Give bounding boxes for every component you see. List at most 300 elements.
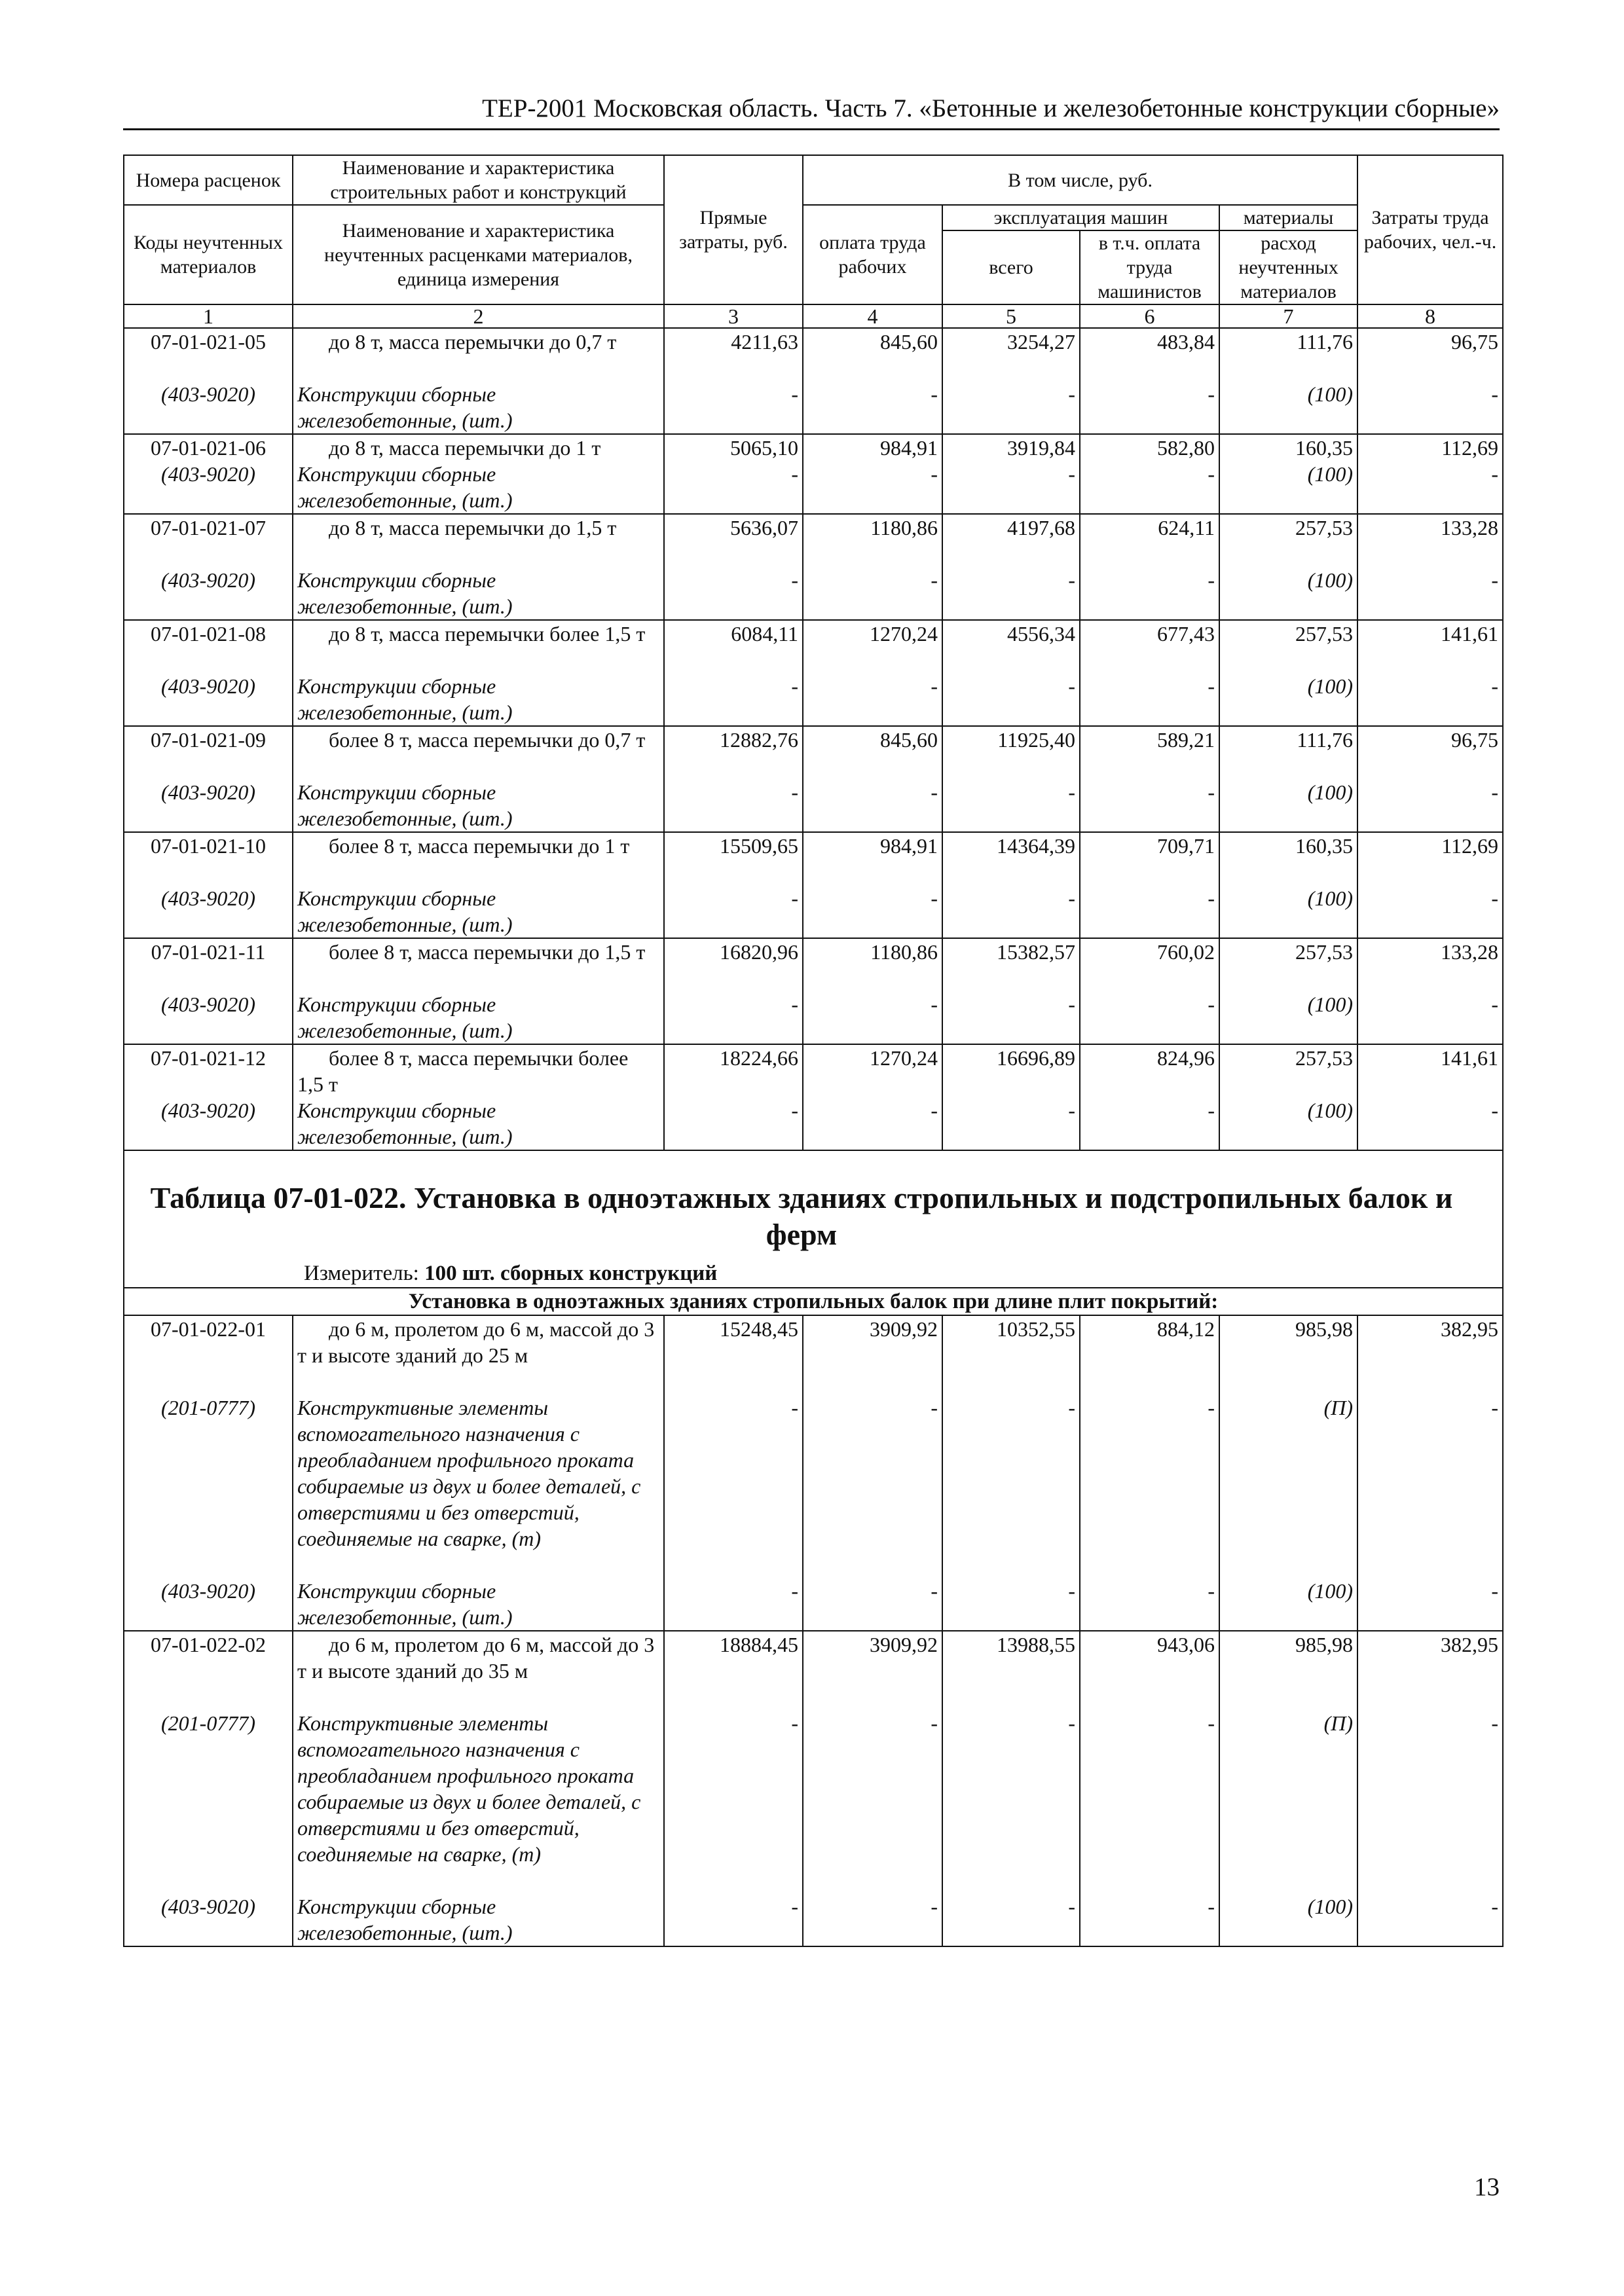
- material-value: -: [1208, 382, 1215, 406]
- rate-value: 3254,27: [1007, 330, 1075, 354]
- material-value: (100): [1307, 462, 1354, 486]
- value-cell: [942, 620, 1080, 726]
- rate-value: 985,98: [1295, 1633, 1354, 1656]
- material-name: Конструкции сборные железобетонные, (шт.): [297, 1099, 513, 1148]
- material-value: (100): [1307, 1895, 1354, 1918]
- value-cell: [1219, 434, 1357, 514]
- material-code: (403-9020): [161, 382, 255, 406]
- col-labor-costs: Затраты труда рабочих, чел.-ч.: [1357, 155, 1503, 304]
- rate-value: 96,75: [1451, 728, 1499, 752]
- material-value: -: [1208, 1579, 1215, 1603]
- rate-value: 483,84: [1157, 330, 1215, 354]
- material-value: -: [791, 1579, 798, 1603]
- value-cell: [803, 832, 942, 938]
- rate-value: 112,69: [1441, 834, 1499, 858]
- material-value: (100): [1307, 993, 1354, 1016]
- col-number: 1: [124, 304, 293, 328]
- material-value: -: [1491, 462, 1499, 486]
- work-name: до 8 т, масса перемычки до 1,5 т: [329, 516, 617, 539]
- value-cell: [664, 620, 803, 726]
- rate-value: 111,76: [1297, 728, 1354, 752]
- rates-table: [123, 155, 1504, 1947]
- value-cell: [1219, 1631, 1357, 1946]
- material-value: -: [931, 1099, 938, 1122]
- rate-name-cell: [293, 1315, 664, 1631]
- col-materials: материалы: [1219, 205, 1357, 230]
- value-cell: [1080, 434, 1219, 514]
- value-cell: [1080, 620, 1219, 726]
- col-including: В том числе, руб.: [803, 155, 1357, 205]
- value-cell: [942, 1044, 1080, 1150]
- rate-code: 07-01-021-05: [151, 330, 266, 354]
- value-cell: [1080, 938, 1219, 1044]
- rate-value: 1180,86: [870, 940, 938, 964]
- rate-row: [124, 434, 1503, 514]
- rate-value: 11925,40: [997, 728, 1075, 752]
- rate-value: 257,53: [1295, 516, 1354, 539]
- rate-name-cell: [293, 514, 664, 620]
- material-value: -: [791, 462, 798, 486]
- value-cell: [664, 726, 803, 832]
- material-value: -: [1208, 674, 1215, 698]
- material-code: (201-0777): [161, 1396, 255, 1419]
- material-code: (403-9020): [161, 1099, 255, 1122]
- rate-value: 257,53: [1295, 622, 1354, 646]
- work-name: более 8 т, масса перемычки до 1 т: [329, 834, 630, 858]
- rate-code-cell: [124, 1044, 293, 1150]
- col-number: 4: [803, 304, 942, 328]
- value-cell: [1357, 620, 1503, 726]
- value-cell: [1080, 1315, 1219, 1631]
- rate-row: [124, 328, 1503, 434]
- value-cell: [803, 726, 942, 832]
- rate-code-cell: [124, 620, 293, 726]
- rate-value: 845,60: [880, 728, 938, 752]
- material-value: -: [1208, 993, 1215, 1016]
- rate-value: 4211,63: [731, 330, 798, 354]
- rate-code: 07-01-021-07: [151, 516, 266, 539]
- rate-value: 4197,68: [1007, 516, 1075, 539]
- material-value: -: [1208, 1099, 1215, 1122]
- rate-row: [124, 1631, 1503, 1946]
- material-value: -: [931, 568, 938, 592]
- material-name: Конструкции сборные железобетонные, (шт.): [297, 462, 513, 512]
- material-value: -: [1208, 568, 1215, 592]
- rate-value: 1180,86: [870, 516, 938, 539]
- material-value: -: [791, 886, 798, 910]
- value-cell: [942, 1315, 1080, 1631]
- value-cell: [803, 938, 942, 1044]
- rate-name-cell: [293, 726, 664, 832]
- value-cell: [1357, 1044, 1503, 1150]
- work-name: более 8 т, масса перемычки до 0,7 т: [329, 728, 646, 752]
- material-code: (201-0777): [161, 1711, 255, 1735]
- rate-value: 15248,45: [720, 1317, 798, 1341]
- value-cell: [664, 328, 803, 434]
- col-wage: оплата труда рабочих: [803, 205, 942, 304]
- rate-value: 5065,10: [730, 436, 798, 460]
- rate-row: [124, 938, 1503, 1044]
- value-cell: [803, 1315, 942, 1631]
- material-value: -: [931, 462, 938, 486]
- material-value: -: [1491, 674, 1499, 698]
- rate-value: 984,91: [880, 436, 938, 460]
- value-cell: [942, 832, 1080, 938]
- rate-value: 18884,45: [720, 1633, 798, 1656]
- section-subheading: Установка в одноэтажных зданиях стропильных балок при длине плит покрытий:: [124, 1288, 1503, 1315]
- value-cell: [1219, 328, 1357, 434]
- work-name: более 8 т, масса перемычки до 1,5 т: [329, 940, 646, 964]
- material-value: -: [931, 674, 938, 698]
- rate-row: [124, 726, 1503, 832]
- rate-value: 845,60: [880, 330, 938, 354]
- col-work-name: Наименование и характеристика строительных работ и конструкций: [293, 155, 664, 205]
- material-value: -: [1068, 1579, 1075, 1603]
- rate-code-cell: [124, 1631, 293, 1946]
- rate-value: 12882,76: [720, 728, 798, 752]
- material-value: (П): [1323, 1396, 1354, 1419]
- rate-value: 111,76: [1297, 330, 1354, 354]
- value-cell: [1357, 1315, 1503, 1631]
- header-row-2: [124, 205, 1503, 230]
- value-cell: [1357, 832, 1503, 938]
- material-name: Конструкции сборные железобетонные, (шт.): [297, 886, 513, 936]
- col-machines: эксплуатация машин: [942, 205, 1219, 230]
- rate-value: 133,28: [1441, 516, 1499, 539]
- rate-value: 160,35: [1295, 834, 1354, 858]
- rate-value: 943,06: [1157, 1633, 1215, 1656]
- value-cell: [942, 726, 1080, 832]
- rate-value: 16696,89: [997, 1046, 1075, 1070]
- value-cell: [1357, 1631, 1503, 1946]
- value-cell: [664, 832, 803, 938]
- value-cell: [1219, 620, 1357, 726]
- rate-code-cell: [124, 938, 293, 1044]
- material-value: -: [1491, 1711, 1499, 1735]
- col-number: 7: [1219, 304, 1357, 328]
- material-value: -: [931, 1579, 938, 1603]
- value-cell: [1219, 514, 1357, 620]
- material-value: -: [931, 1396, 938, 1419]
- material-value: (100): [1307, 1579, 1354, 1603]
- unit-label: Измеритель:: [304, 1262, 419, 1285]
- material-value: -: [1068, 993, 1075, 1016]
- rate-value: 160,35: [1295, 436, 1354, 460]
- page-number: 13: [1474, 2173, 1500, 2201]
- value-cell: [942, 514, 1080, 620]
- material-value: (100): [1307, 780, 1354, 804]
- rate-value: 18224,66: [720, 1046, 798, 1070]
- rate-code-cell: [124, 434, 293, 514]
- material-value: -: [1491, 1579, 1499, 1603]
- value-cell: [1219, 1044, 1357, 1150]
- col-number: 2: [293, 304, 664, 328]
- col-number: 5: [942, 304, 1080, 328]
- work-name: более 8 т, масса перемычки более 1,5 т: [297, 1046, 629, 1096]
- value-cell: [803, 434, 942, 514]
- material-value: -: [791, 568, 798, 592]
- rate-value: 709,71: [1157, 834, 1215, 858]
- material-value: -: [1491, 1895, 1499, 1918]
- value-cell: [942, 938, 1080, 1044]
- header-row-1: [124, 155, 1503, 205]
- material-value: -: [1068, 382, 1075, 406]
- material-value: -: [931, 1711, 938, 1735]
- rate-code-cell: [124, 514, 293, 620]
- col-material-codes: Коды неучтенных материалов: [124, 205, 293, 304]
- rate-value: 14364,39: [997, 834, 1075, 858]
- rate-code-cell: [124, 328, 293, 434]
- col-machines-total: всего: [942, 230, 1080, 304]
- value-cell: [803, 328, 942, 434]
- rate-value: 133,28: [1441, 940, 1499, 964]
- material-value: -: [791, 1396, 798, 1419]
- material-value: -: [1208, 462, 1215, 486]
- value-cell: [1357, 726, 1503, 832]
- rate-value: 884,12: [1157, 1317, 1215, 1341]
- rate-row: [124, 832, 1503, 938]
- value-cell: [1080, 832, 1219, 938]
- rate-name-cell: [293, 938, 664, 1044]
- rate-value: 382,95: [1441, 1317, 1499, 1341]
- material-value: -: [1068, 1396, 1075, 1419]
- material-value: (100): [1307, 382, 1354, 406]
- rate-value: 624,11: [1158, 516, 1215, 539]
- value-cell: [942, 328, 1080, 434]
- rate-code: 07-01-021-08: [151, 622, 266, 646]
- value-cell: [664, 1315, 803, 1631]
- material-value: -: [1068, 462, 1075, 486]
- material-code: (403-9020): [161, 674, 255, 698]
- value-cell: [1219, 726, 1357, 832]
- material-value: -: [1068, 780, 1075, 804]
- value-cell: [664, 434, 803, 514]
- work-name: до 8 т, масса перемычки до 0,7 т: [329, 330, 617, 354]
- rate-code: 07-01-021-09: [151, 728, 266, 752]
- material-name: Конструкции сборные железобетонные, (шт.): [297, 568, 513, 618]
- value-cell: [803, 1631, 942, 1946]
- value-cell: [664, 1044, 803, 1150]
- table-title-cell: [124, 1150, 1503, 1288]
- col-number: 3: [664, 304, 803, 328]
- rate-value: 112,69: [1441, 436, 1499, 460]
- table-title-row: [124, 1150, 1503, 1288]
- material-value: -: [791, 780, 798, 804]
- value-cell: [664, 514, 803, 620]
- material-name: Конструкции сборные железобетонные, (шт.): [297, 1579, 513, 1629]
- material-value: -: [1491, 382, 1499, 406]
- material-value: -: [1068, 1711, 1075, 1735]
- material-value: -: [931, 780, 938, 804]
- rate-value: 10352,55: [997, 1317, 1075, 1341]
- rate-code: 07-01-021-12: [151, 1046, 266, 1070]
- material-value: -: [931, 993, 938, 1016]
- rate-value: 1270,24: [870, 1046, 938, 1070]
- material-value: (100): [1307, 886, 1354, 910]
- rate-name-cell: [293, 1631, 664, 1946]
- material-value: -: [791, 1711, 798, 1735]
- rate-row: [124, 1044, 1503, 1150]
- work-name: до 8 т, масса перемычки до 1 т: [329, 436, 601, 460]
- rate-name-cell: [293, 328, 664, 434]
- material-value: -: [1068, 1099, 1075, 1122]
- material-value: -: [791, 993, 798, 1016]
- material-value: -: [791, 674, 798, 698]
- rate-value: 141,61: [1441, 622, 1499, 646]
- material-value: -: [931, 1895, 938, 1918]
- material-code: (403-9020): [161, 1579, 255, 1603]
- value-cell: [664, 938, 803, 1044]
- rate-value: 15509,65: [720, 834, 798, 858]
- value-cell: [1357, 328, 1503, 434]
- material-code: (403-9020): [161, 568, 255, 592]
- rate-value: 257,53: [1295, 940, 1354, 964]
- material-code: (403-9020): [161, 462, 255, 486]
- value-cell: [1080, 514, 1219, 620]
- material-code: (403-9020): [161, 1895, 255, 1918]
- column-numbers-row: [124, 304, 1503, 328]
- material-value: -: [931, 382, 938, 406]
- rate-code-cell: [124, 832, 293, 938]
- material-value: -: [1491, 886, 1499, 910]
- rate-value: 15382,57: [997, 940, 1075, 964]
- col-number: 6: [1080, 304, 1219, 328]
- rate-value: 985,98: [1295, 1317, 1354, 1341]
- rate-row: [124, 620, 1503, 726]
- rate-value: 589,21: [1157, 728, 1215, 752]
- table-title: Таблица 07-01-022. Установка в одноэтажных зданиях стропильных и подстропильных балок и ферм: [150, 1181, 1453, 1251]
- rate-name-cell: [293, 434, 664, 514]
- value-cell: [803, 1044, 942, 1150]
- material-name: Конструктивные элементы вспомогательного назначения с преобладанием профильного проката собираемые из двух и более деталей, с отверстиями и без отверстий, соединяемые на сварке, (т): [297, 1711, 641, 1866]
- material-name: Конструкции сборные железобетонные, (шт.): [297, 1895, 513, 1944]
- value-cell: [803, 514, 942, 620]
- material-value: (100): [1307, 674, 1354, 698]
- material-value: -: [1491, 993, 1499, 1016]
- value-cell: [1357, 434, 1503, 514]
- rate-value: 3919,84: [1007, 436, 1075, 460]
- value-cell: [942, 1631, 1080, 1946]
- value-cell: [664, 1631, 803, 1946]
- col-direct-costs: Прямые затраты, руб.: [664, 155, 803, 304]
- rate-value: 16820,96: [720, 940, 798, 964]
- rate-value: 677,43: [1157, 622, 1215, 646]
- unit-line: [140, 1260, 1502, 1287]
- rate-code: 07-01-021-11: [151, 940, 266, 964]
- material-value: -: [1068, 1895, 1075, 1918]
- rate-value: 257,53: [1295, 1046, 1354, 1070]
- rate-value: 824,96: [1157, 1046, 1215, 1070]
- rate-value: 141,61: [1441, 1046, 1499, 1070]
- rate-name-cell: [293, 1044, 664, 1150]
- col-rate-numbers: Номера расценок: [124, 155, 293, 205]
- rate-code: 07-01-021-06: [151, 436, 266, 460]
- material-code: (403-9020): [161, 780, 255, 804]
- value-cell: [1219, 938, 1357, 1044]
- material-value: -: [1491, 1396, 1499, 1419]
- material-name: Конструкции сборные железобетонные, (шт.): [297, 674, 513, 724]
- value-cell: [1219, 832, 1357, 938]
- material-value: (100): [1307, 568, 1354, 592]
- work-name: до 6 м, пролетом до 6 м, массой до 3 т и высоте зданий до 25 м: [297, 1317, 655, 1367]
- unit-value: 100 шт. сборных конструкций: [424, 1262, 718, 1285]
- rate-value: 1270,24: [870, 622, 938, 646]
- value-cell: [1080, 1631, 1219, 1946]
- rate-value: 96,75: [1451, 330, 1499, 354]
- rate-value: 3909,92: [870, 1633, 938, 1656]
- value-cell: [1357, 514, 1503, 620]
- material-value: -: [1068, 674, 1075, 698]
- rate-name-cell: [293, 620, 664, 726]
- value-cell: [1357, 938, 1503, 1044]
- material-code: (403-9020): [161, 886, 255, 910]
- rate-value: 582,80: [1157, 436, 1215, 460]
- value-cell: [1080, 1044, 1219, 1150]
- rate-row: [124, 514, 1503, 620]
- material-value: -: [1208, 1895, 1215, 1918]
- value-cell: [1080, 726, 1219, 832]
- rate-value: 984,91: [880, 834, 938, 858]
- material-value: -: [1491, 780, 1499, 804]
- material-value: -: [1491, 1099, 1499, 1122]
- material-value: -: [1068, 568, 1075, 592]
- rate-value: 5636,07: [730, 516, 798, 539]
- rate-value: 760,02: [1157, 940, 1215, 964]
- material-value: (П): [1323, 1711, 1354, 1735]
- material-value: -: [1068, 886, 1075, 910]
- material-name: Конструктивные элементы вспомогательного назначения с преобладанием профильного проката собираемые из двух и более деталей, с отверстиями и без отверстий, соединяемые на сварке, (т): [297, 1396, 641, 1550]
- rate-code: 07-01-022-01: [151, 1317, 266, 1341]
- material-value: -: [1208, 1396, 1215, 1419]
- rate-row: [124, 1315, 1503, 1631]
- rate-value: 3909,92: [870, 1317, 938, 1341]
- material-value: -: [791, 1099, 798, 1122]
- material-value: -: [1208, 780, 1215, 804]
- col-materials-consumption: расход неучтенных материалов: [1219, 230, 1357, 304]
- running-header: ТЕР-2001 Московская область. Часть 7. «Бетонные и железобетонные конструкции сборные»: [123, 93, 1500, 130]
- material-name: Конструкции сборные железобетонные, (шт.): [297, 780, 513, 830]
- rate-value: 13988,55: [997, 1633, 1075, 1656]
- col-material-names: Наименование и характеристика неучтенных расценками материалов, единица измерения: [293, 205, 664, 304]
- work-name: до 6 м, пролетом до 6 м, массой до 3 т и высоте зданий до 35 м: [297, 1633, 655, 1683]
- col-operators-wage: в т.ч. оплата труда машинистов: [1080, 230, 1219, 304]
- value-cell: [1080, 328, 1219, 434]
- value-cell: [1219, 1315, 1357, 1631]
- value-cell: [803, 620, 942, 726]
- material-value: -: [791, 382, 798, 406]
- section-subheading-row: [124, 1288, 1503, 1315]
- material-name: Конструкции сборные железобетонные, (шт.): [297, 993, 513, 1042]
- rate-code-cell: [124, 726, 293, 832]
- material-value: -: [931, 886, 938, 910]
- material-value: -: [791, 1895, 798, 1918]
- value-cell: [942, 434, 1080, 514]
- work-name: до 8 т, масса перемычки более 1,5 т: [329, 622, 646, 646]
- rate-code: 07-01-022-02: [151, 1633, 266, 1656]
- material-value: -: [1208, 886, 1215, 910]
- material-value: -: [1491, 568, 1499, 592]
- rate-value: 382,95: [1441, 1633, 1499, 1656]
- material-value: (100): [1307, 1099, 1354, 1122]
- rate-value: 4556,34: [1007, 622, 1075, 646]
- rate-code: 07-01-021-10: [151, 834, 266, 858]
- rate-value: 6084,11: [731, 622, 798, 646]
- material-name: Конструкции сборные железобетонные, (шт.): [297, 382, 513, 432]
- material-value: -: [1208, 1711, 1215, 1735]
- col-number: 8: [1357, 304, 1503, 328]
- rate-name-cell: [293, 832, 664, 938]
- rate-code-cell: [124, 1315, 293, 1631]
